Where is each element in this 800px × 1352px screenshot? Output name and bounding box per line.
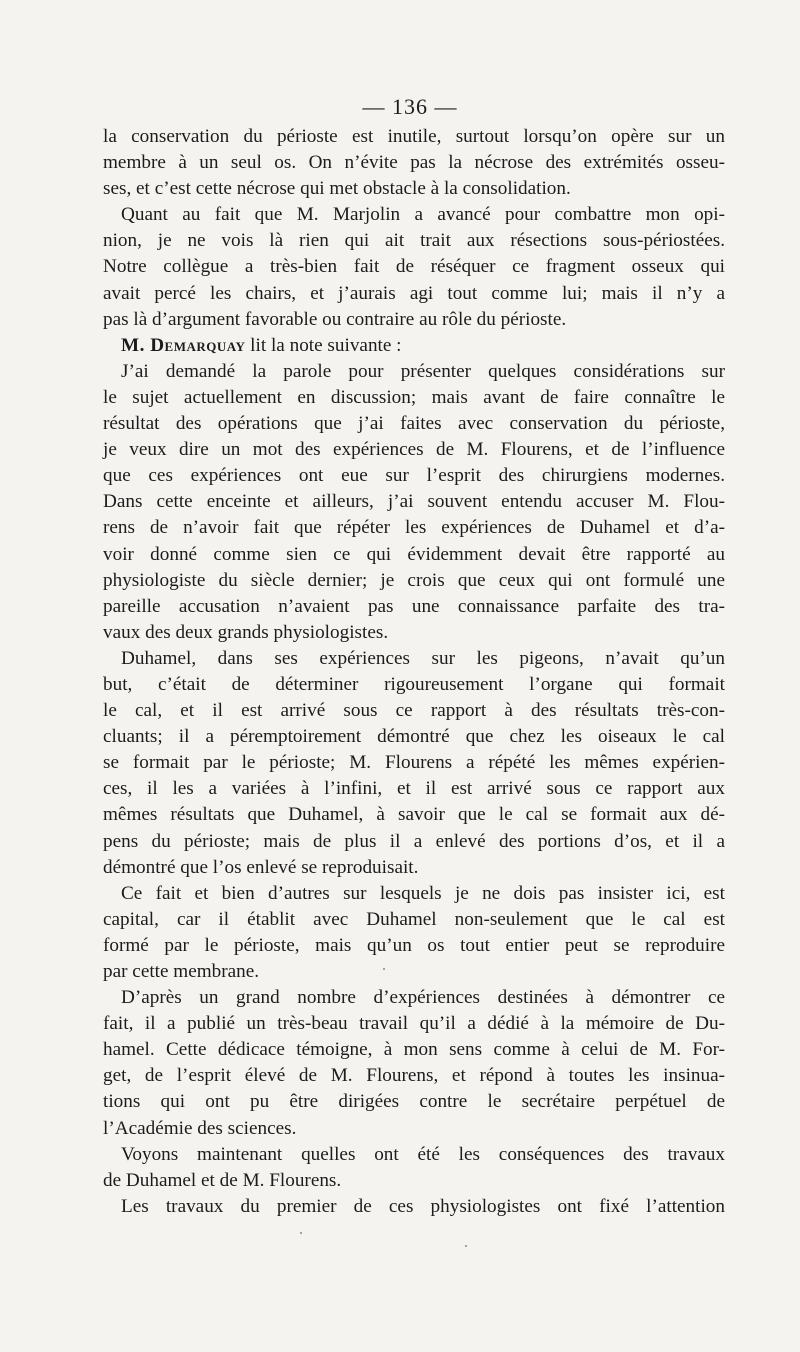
page-number: — 136 — [362, 94, 458, 119]
text-line [103, 542, 725, 568]
text-line [103, 776, 725, 802]
line-text: vaux des deux grands physiologistes. [103, 621, 389, 643]
line-text: le sujet actuellement en discussion; mais avant de faire connaître le [103, 386, 725, 408]
text-line [103, 1116, 725, 1142]
paragraph [103, 333, 725, 359]
text-line [103, 620, 725, 646]
text-line [103, 568, 725, 594]
line-text: se formait par le périoste; M. Flourens a répété les mêmes expérien- [103, 752, 725, 774]
line-text: rens de n’avoir fait que répéter les expériences de Duhamel et d’a- [103, 517, 725, 539]
line-text: Duhamel, dans ses expériences sur les pigeons, n’avait qu’un [121, 647, 725, 669]
paragraph [103, 881, 725, 985]
line-text: physiologiste du siècle dernier; je crois que ceux qui ont formulé une [103, 569, 725, 591]
text-line [103, 463, 725, 489]
text-line [103, 437, 725, 463]
line-text: je veux dire un mot des expériences de M. Flourens, et de l’influence [103, 439, 725, 461]
line-text: capital, car il établit avec Duhamel non-seulement que le cal est [103, 908, 725, 930]
text-line [103, 855, 725, 881]
line-text: formé par le périoste, mais qu’un os tout entier peut se reproduire [103, 934, 725, 956]
text-line [103, 254, 725, 280]
body-text [103, 124, 725, 1220]
text-line [103, 881, 725, 907]
line-text: voir donné comme sien ce qui évidemment devait être rapporté au [103, 543, 725, 565]
text-line [103, 724, 725, 750]
line-text: J’ai demandé la parole pour présenter quelques considérations sur [121, 360, 725, 382]
text-line [103, 1037, 725, 1063]
line-text: Quant au fait que M. Marjolin a avancé pour combattre mon opi- [121, 204, 725, 226]
text-line [103, 176, 725, 202]
line-text: pas là d’argument favorable ou contraire au rôle du périoste. [103, 308, 567, 330]
text-line [103, 1089, 725, 1115]
paper-speck [383, 968, 385, 970]
line-text: l’Académie des sciences. [103, 1117, 297, 1139]
line-text: démontré que l’os enlevé se reproduisait. [103, 856, 419, 878]
line-text: lit la note suivante : [245, 334, 402, 356]
text-line [103, 802, 725, 828]
line-text: Dans cette enceinte et ailleurs, j’ai souvent entendu accuser M. Flou- [103, 491, 725, 513]
line-text: Les travaux du premier de ces physiologistes ont fixé l’attention [121, 1195, 725, 1217]
line-text: le cal, et il est arrivé sous ce rapport à des résultats très-con- [103, 700, 725, 722]
text-line [103, 359, 725, 385]
text-line [103, 698, 725, 724]
line-text: get, de l’esprit élevé de M. Flourens, et répond à toutes les insinua- [103, 1065, 725, 1087]
text-line [103, 411, 725, 437]
paper-speck [465, 1245, 467, 1247]
text-line [103, 1011, 725, 1037]
text-line [103, 959, 725, 985]
line-text: avait percé les chairs, et j’aurais agi tout comme lui; mais il n’y a [103, 282, 725, 304]
line-text: tions qui ont pu être dirigées contre le secrétaire perpétuel de [103, 1091, 725, 1113]
line-text: de Duhamel et de M. Flourens. [103, 1169, 342, 1191]
paragraph [103, 124, 725, 202]
paragraph [103, 985, 725, 1142]
line-text: pens du périoste; mais de plus il a enlevé des portions d’os, et il a [103, 830, 725, 852]
text-line [103, 1194, 725, 1220]
line-text: Notre collègue a très-bien fait de réséquer ce fragment osseux qui [103, 256, 725, 278]
line-text: hamel. Cette dédicace témoigne, à mon sens comme à celui de M. For- [103, 1039, 725, 1061]
text-line [103, 124, 725, 150]
text-line [103, 907, 725, 933]
paragraph [103, 1142, 725, 1194]
text-line [103, 307, 725, 333]
text-line [103, 594, 725, 620]
line-text: but, c’était de déterminer rigoureusement l’organe qui formait [103, 673, 725, 695]
text-line [103, 933, 725, 959]
line-text: ses, et c’est cette nécrose qui met obstacle à la consolidation. [103, 178, 571, 200]
line-text: que ces expériences ont eue sur l’esprit des chirurgiens modernes. [103, 465, 725, 487]
line-text: nion, je ne vois là rien qui ait trait aux résections sous-périostées. [103, 230, 725, 252]
text-line [103, 333, 725, 359]
text-line [103, 489, 725, 515]
line-text: par cette membrane. [103, 961, 260, 982]
line-text: la conservation du périoste est inutile, surtout lorsqu’on opère sur un [103, 126, 725, 147]
paragraph [103, 646, 725, 881]
line-text: fait, il a publié un très-beau travail qu’il a dédié à la mémoire de Du- [103, 1013, 725, 1035]
paragraph [103, 202, 725, 332]
text-line [103, 515, 725, 541]
text-line [103, 228, 725, 254]
text-line [103, 646, 725, 672]
line-text: pareille accusation n’avaient pas une connaissance parfaite des tra- [103, 595, 725, 617]
line-text: Ce fait et bien d’autres sur lesquels je ne dois pas insister ici, est [121, 882, 725, 904]
line-text: D’après un grand nombre d’expériences destinées à démontrer ce [121, 987, 725, 1009]
text-line [103, 1142, 725, 1168]
paper-speck [300, 1232, 302, 1234]
text-line [103, 202, 725, 228]
text-line [103, 1168, 725, 1194]
line-text: mêmes résultats que Duhamel, à savoir que le cal se formait aux dé- [103, 804, 725, 826]
text-line [103, 281, 725, 307]
line-text: cluants; il a péremptoirement démontré que chez les oiseaux le cal [103, 726, 725, 748]
paragraph [103, 1194, 725, 1220]
text-line [103, 672, 725, 698]
line-text: ces, il les a variées à l’infini, et il est arrivé sous ce rapport aux [103, 778, 725, 800]
text-line [103, 985, 725, 1011]
paragraph [103, 359, 725, 646]
text-line [103, 829, 725, 855]
line-text: Voyons maintenant quelles ont été les conséquences des travaux [121, 1143, 725, 1165]
line-text: résultat des opérations que j’ai faites avec conservation du périoste, [103, 413, 725, 435]
text-line [103, 385, 725, 411]
text-line [103, 1063, 725, 1089]
line-text: membre à un seul os. On n’évite pas la nécrose des extrémités osseu- [103, 152, 725, 174]
speaker-name: M. Demarquay [121, 334, 246, 356]
text-line [103, 750, 725, 776]
text-line [103, 150, 725, 176]
